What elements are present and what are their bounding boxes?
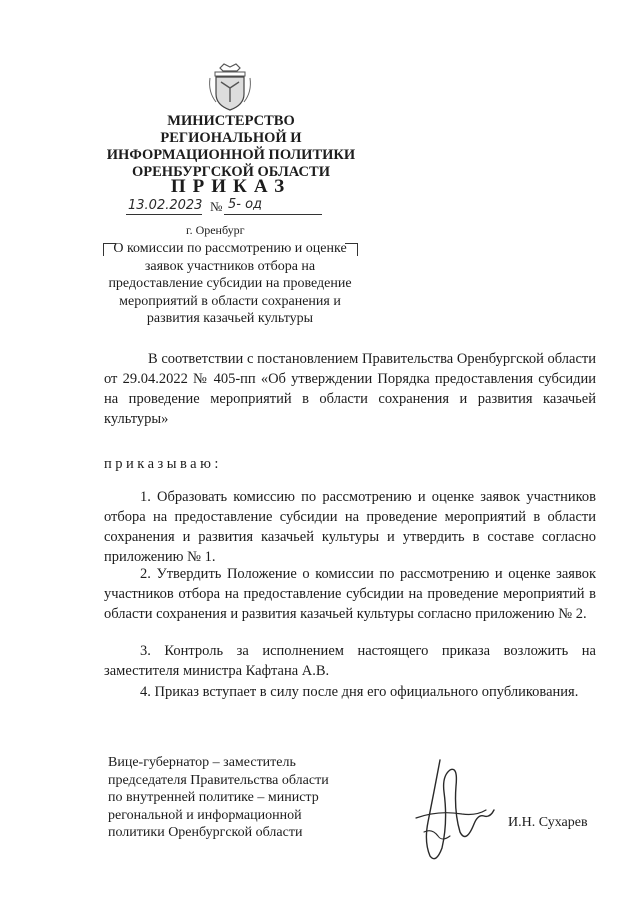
ministry-line: МИНИСТЕРСТВО <box>167 113 295 129</box>
order-subject: О комиссии по рассмотрению и оценке заявок участников отбора на предоставление субсидии на проведение мероприятий в области сохранения и развития казачьей культуры <box>108 241 352 326</box>
ministry-name <box>96 113 366 181</box>
position-line: председателя Правительства области <box>108 772 329 788</box>
order-item-1: 1. Образовать комиссию по рассмотрению и оценке заявок участников отбора на предоставление субсидии на проведение мероприятий в области сохранения и развития казачьей культуры и утвердить в составе согласно приложению № 1. <box>104 489 596 565</box>
ministry-line: ИНФОРМАЦИОННОЙ ПОЛИТИКИ <box>106 147 356 163</box>
coat-of-arms-emblem <box>206 62 254 112</box>
ministry-line: ОРЕНБУРГСКОЙ ОБЛАСТИ <box>132 164 330 180</box>
handwritten-date: 13.02.2023 <box>128 198 203 213</box>
number-sign: № <box>210 199 223 214</box>
city: г. Оренбург <box>186 223 245 237</box>
position-line: по внутренней политике – министр <box>108 790 319 805</box>
order-item-2: 2. Утвердить Положение о комиссии по рассмотрению и оценке заявок участников отбора на предоставление субсидии на проведение мероприятий в области сохранения и развития казачьей культуры согласно приложению № 2. <box>104 566 596 622</box>
order-item-4: 4. Приказ вступает в силу после дня его официального опубликования. <box>140 684 579 700</box>
document-type-title: ПРИКАЗ <box>170 176 292 197</box>
order-item-3: 3. Контроль за исполнением настоящего приказа возложить на заместителя министра Кафтана А.В. <box>104 643 596 679</box>
signatory-name: И.Н. Сухарев <box>508 815 588 830</box>
handwritten-number: 5- од <box>228 197 263 212</box>
ministry-line: РЕГИОНАЛЬНОЙ И <box>160 130 302 146</box>
position-line: Вице-губернатор – заместитель <box>108 755 296 770</box>
number-underline <box>224 214 322 215</box>
date-underline <box>126 214 202 215</box>
signatory-position <box>108 754 353 842</box>
handwritten-signature <box>398 752 500 870</box>
position-line: регональной и информационной <box>108 807 302 823</box>
position-line: политики Оренбургской области <box>108 825 303 840</box>
prikazyvayu-label: приказываю: <box>104 456 222 472</box>
intro-paragraph: В соответствии с постановлением Правительства Оренбургской области от 29.04.2022 № 405-пп «Об утверждении Порядка предоставления субсидии на проведение мероприятий в области сохранения и развития казачьей культуры» <box>104 351 596 427</box>
